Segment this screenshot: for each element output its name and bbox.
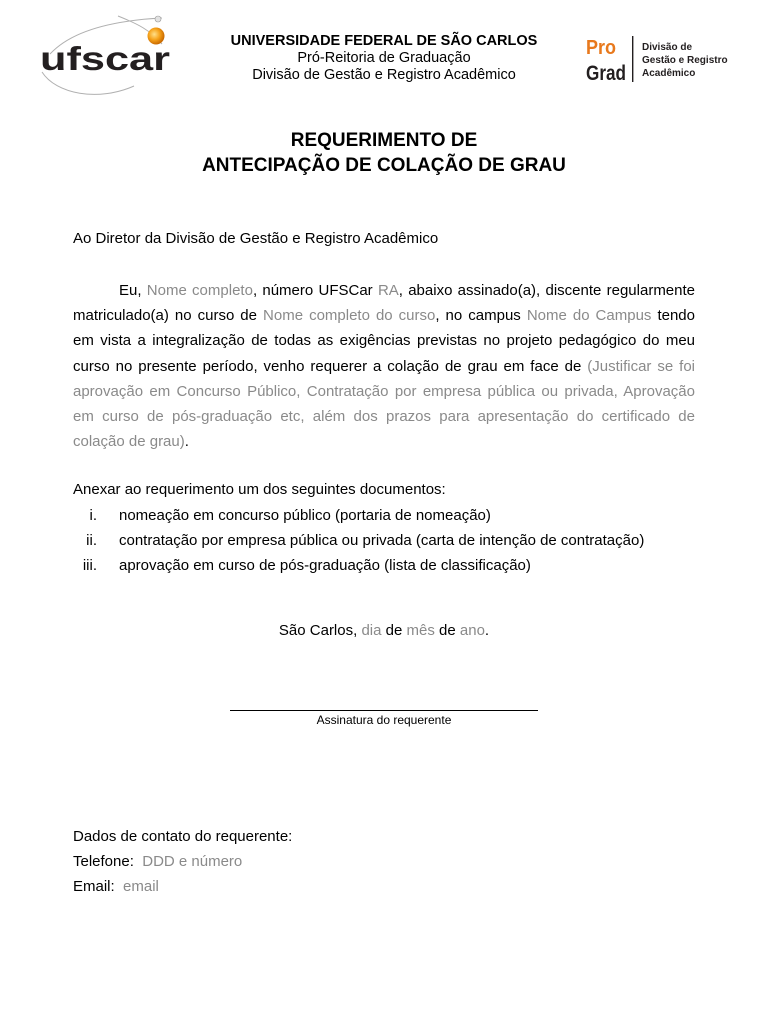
- de-text-2: de: [434, 622, 460, 639]
- body-text-6: .: [184, 433, 189, 451]
- campus-name-placeholder[interactable]: Nome do Campus: [526, 307, 652, 325]
- signature-line[interactable]: [230, 710, 538, 711]
- prograd-logo-pro: Pro: [586, 37, 616, 59]
- attachments-heading: Anexar ao requerimento um dos seguintes documentos:: [73, 481, 446, 498]
- ufscar-logo-text: ufscar: [40, 40, 171, 77]
- list-item-text: aprovação em curso de pós-graduação (lista de classificação): [119, 557, 531, 574]
- contact-heading: Dados de contato do requerente:: [73, 828, 293, 845]
- institution-header: [200, 33, 568, 84]
- body-text-4: , no campus: [435, 307, 527, 325]
- title-line-1: REQUERIMENTO DE: [290, 130, 478, 151]
- list-item-number: iii.: [82, 557, 97, 574]
- year-placeholder[interactable]: ano: [459, 622, 485, 639]
- list-item-number: i.: [89, 507, 97, 524]
- title-line-2: ANTECIPAÇÃO DE COLAÇÃO DE GRAU: [202, 155, 566, 176]
- email-row: [73, 874, 292, 899]
- email-placeholder[interactable]: email: [123, 878, 159, 895]
- list-item-text: nomeação em concurso público (portaria de nomeação): [119, 507, 491, 524]
- list-item-text: contratação por empresa pública ou privada (carta de intenção de contratação): [119, 532, 645, 549]
- document-title: [0, 128, 768, 178]
- full-name-placeholder[interactable]: Nome completo: [146, 282, 253, 299]
- prograd-logo-line3: Acadêmico: [642, 68, 696, 79]
- pro-reitoria-name: Pró-Reitoria de Graduação: [297, 50, 471, 66]
- month-placeholder[interactable]: mês: [406, 622, 435, 639]
- phone-label: Telefone:: [73, 853, 134, 870]
- list-item-number: ii.: [86, 532, 97, 549]
- ra-placeholder[interactable]: RA: [377, 282, 399, 299]
- body-text-2: , número UFSCar: [252, 282, 378, 299]
- prograd-logo-grad: Grad: [586, 62, 626, 84]
- prograd-logo-line1: Divisão de: [642, 42, 693, 53]
- university-name: UNIVERSIDADE FEDERAL DE SÃO CARLOS: [230, 33, 538, 49]
- request-paragraph: [73, 278, 695, 454]
- phone-row: [73, 849, 292, 874]
- email-label: Email:: [73, 878, 115, 895]
- phone-placeholder[interactable]: DDD e número: [142, 853, 243, 870]
- addressee: Ao Diretor da Divisão de Gestão e Registro Acadêmico: [73, 230, 439, 247]
- day-placeholder[interactable]: dia: [361, 622, 382, 639]
- body-text-5: tendo em vista a integralização de todas as exigências previstas no projeto pedagógico do meu curso no presente período, venho requerer a colação de grau em face de: [73, 307, 695, 375]
- course-name-placeholder[interactable]: Nome completo do curso: [263, 307, 436, 325]
- place-and-date: [0, 622, 768, 639]
- date-end: .: [484, 622, 490, 639]
- prograd-logo-line2: Gestão e Registro: [642, 55, 728, 66]
- contact-section: [73, 824, 292, 899]
- signature-label: Assinatura do requerente: [316, 713, 452, 727]
- body-text-1: Eu,: [119, 282, 147, 299]
- ufscar-logo: [38, 14, 178, 100]
- body-text-3: , abaixo assinado(a), discente regularmente matriculado(a) no curso de: [73, 282, 696, 325]
- city-text: São Carlos,: [278, 622, 362, 639]
- de-text-1: de: [381, 622, 407, 639]
- justification-placeholder[interactable]: (Justificar se foi aprovação em Concurso Público, Contratação por empresa pública ou privada, Aprovação em curso de pós-graduação etc, além dos prazos para apresentação do certificado de colação de grau): [73, 357, 695, 451]
- division-name: Divisão de Gestão e Registro Acadêmico: [252, 67, 516, 83]
- prograd-logo: [584, 34, 734, 84]
